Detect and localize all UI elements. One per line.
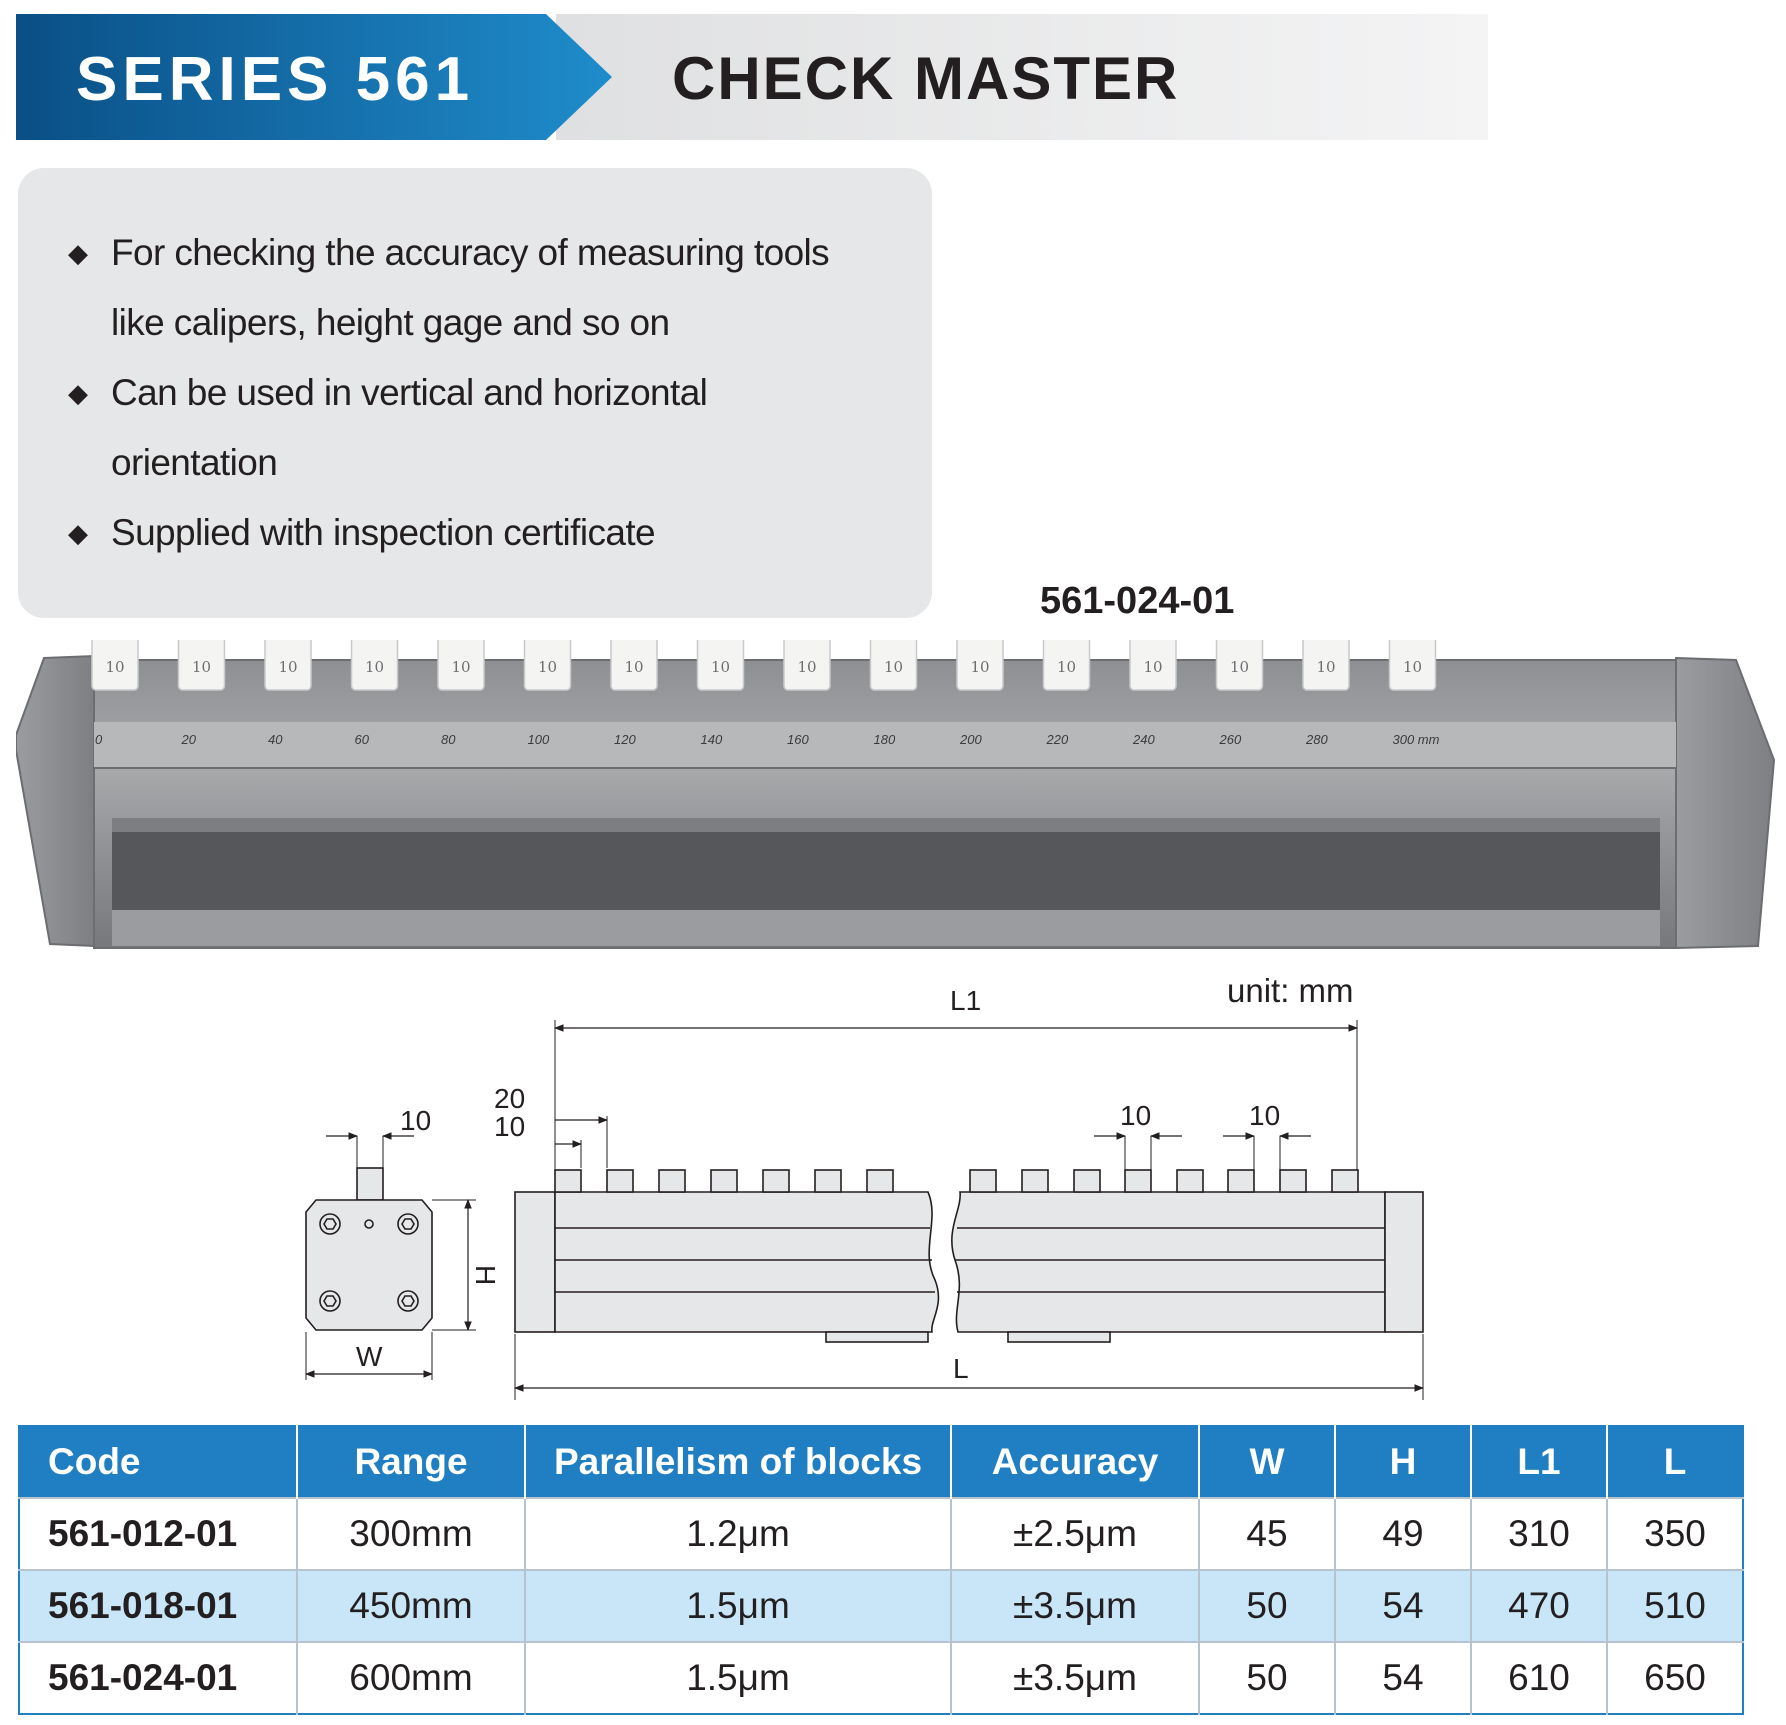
gauge-block-label: 10 — [1143, 658, 1163, 676]
scale-label: 140 — [700, 732, 723, 747]
feature-item — [68, 498, 908, 568]
gauge-block — [1130, 640, 1176, 690]
scale-label: 280 — [1306, 732, 1328, 747]
scale-label: 0 — [95, 732, 103, 747]
cell-l: 510 — [1607, 1570, 1743, 1642]
cell-code: 561-024-01 — [19, 1642, 297, 1714]
dim-offset-20-label: 20 — [494, 1083, 526, 1114]
drawing-gauge-block — [1074, 1170, 1100, 1192]
scale-label: 180 — [873, 732, 896, 747]
feature-text: Supplied with inspection certificate — [111, 512, 655, 553]
gauge-block-label: 10 — [710, 658, 731, 676]
dim-gap-b-label: 10 — [1249, 1100, 1281, 1131]
cell-w: 50 — [1199, 1570, 1335, 1642]
drawing-gauge-block — [1332, 1170, 1358, 1192]
dim-end-block-label: 10 — [400, 1105, 432, 1136]
feature-item — [68, 358, 908, 498]
side-view-left-cap — [515, 1192, 555, 1332]
diamond-bullet-icon: ◆ — [68, 378, 88, 408]
feature-item — [68, 218, 908, 358]
column-header-w: W — [1199, 1426, 1335, 1498]
column-header-accuracy: Accuracy — [951, 1426, 1199, 1498]
table-row — [19, 1570, 1743, 1642]
gauge-block-label: 10 — [191, 658, 212, 676]
dim-gap-a-label: 10 — [1120, 1100, 1152, 1131]
scale-label: 40 — [268, 732, 283, 747]
table-row — [19, 1642, 1743, 1714]
bar-slot — [112, 830, 1660, 910]
drawing-gauge-block — [607, 1170, 633, 1192]
column-header-parallelism: Parallelism of blocks — [525, 1426, 951, 1498]
drawing-gauge-block — [1125, 1170, 1151, 1192]
gauge-block-label: 10 — [1056, 658, 1077, 676]
cell-code: 561-012-01 — [19, 1498, 297, 1570]
diamond-bullet-icon: ◆ — [68, 238, 88, 268]
gauge-block-label: 10 — [1229, 658, 1250, 676]
cell-range: 300mm — [297, 1498, 525, 1570]
side-view-right-bar — [952, 1192, 1385, 1332]
feature-text: Can be used in vertical and horizontal — [111, 372, 708, 413]
feature-text: orientation — [111, 442, 278, 483]
cell-range: 450mm — [297, 1570, 525, 1642]
gauge-block — [1217, 640, 1263, 690]
gauge-block-label: 10 — [278, 658, 298, 676]
feature-text: For checking the accuracy of measuring tools — [111, 232, 830, 273]
gauge-block-label: 10 — [105, 658, 125, 676]
scale-label: 120 — [614, 732, 636, 747]
cell-code: 561-018-01 — [19, 1570, 297, 1642]
column-header-h: H — [1335, 1426, 1471, 1498]
drawing-blocks — [555, 1170, 1358, 1192]
dim-offset-10-label: 10 — [494, 1111, 526, 1142]
gauge-block-label: 10 — [797, 658, 817, 676]
dim-w-label: W — [356, 1341, 383, 1372]
cell-parallelism: 1.5μm — [525, 1570, 951, 1642]
gauge-block — [871, 640, 917, 690]
drawing-gauge-block — [763, 1170, 789, 1192]
gauge-block — [957, 640, 1003, 690]
scale-label: 300 mm — [1392, 732, 1440, 747]
gauge-block-label: 10 — [970, 658, 990, 676]
cell-h: 54 — [1335, 1570, 1471, 1642]
gauge-block-label: 10 — [1316, 658, 1336, 676]
unit-note: unit: mm — [1227, 972, 1354, 1009]
spec-table — [18, 1425, 1744, 1715]
header-banner — [16, 14, 1488, 140]
gauge-block — [698, 640, 744, 690]
column-header-code: Code — [19, 1426, 297, 1498]
cell-l1: 470 — [1471, 1570, 1607, 1642]
page-title: CHECK MASTER — [672, 45, 1180, 112]
dim-l-label: L — [953, 1353, 969, 1384]
column-header-l: L — [1607, 1426, 1743, 1498]
drawing-gauge-block — [1022, 1170, 1048, 1192]
product-photo — [16, 640, 1776, 960]
drawing-gauge-block — [867, 1170, 893, 1192]
scale-label: 160 — [787, 732, 809, 747]
scale-label: 60 — [354, 732, 369, 747]
dim-l1-label: L1 — [950, 985, 982, 1016]
photo-model-label: 561-024-01 — [1040, 580, 1235, 622]
side-view-foot — [1008, 1332, 1110, 1342]
gauge-block — [1303, 640, 1349, 690]
scale-label: 80 — [441, 732, 456, 747]
end-view-tab — [357, 1168, 383, 1200]
scale-label: 240 — [1133, 732, 1155, 747]
column-header-range: Range — [297, 1426, 525, 1498]
table-header-row — [19, 1426, 1743, 1498]
gauge-block-label: 10 — [364, 658, 385, 676]
scale-label: 260 — [1219, 732, 1242, 747]
cell-w: 50 — [1199, 1642, 1335, 1714]
feature-text: like calipers, height gage and so on — [111, 302, 670, 343]
gauge-block — [438, 640, 484, 690]
scale-label: 200 — [960, 732, 982, 747]
drawing-gauge-block — [659, 1170, 685, 1192]
bar-bottom-rail — [112, 910, 1660, 946]
gauge-block-label: 10 — [451, 658, 471, 676]
gauge-block — [525, 640, 571, 690]
cell-l: 350 — [1607, 1498, 1743, 1570]
technical-drawing — [0, 960, 1786, 1400]
drawing-gauge-block — [970, 1170, 996, 1192]
drawing-gauge-block — [815, 1170, 841, 1192]
cell-h: 49 — [1335, 1498, 1471, 1570]
cell-accuracy: ±3.5μm — [951, 1642, 1199, 1714]
cell-l1: 310 — [1471, 1498, 1607, 1570]
gauge-block-label: 10 — [537, 658, 558, 676]
gauge-block — [1390, 640, 1436, 690]
gauge-block — [1044, 640, 1090, 690]
gauge-block-label: 10 — [624, 658, 644, 676]
right-end-block — [1676, 658, 1774, 948]
left-end-block — [16, 656, 94, 946]
scale-label: 100 — [527, 732, 550, 747]
cell-l1: 610 — [1471, 1642, 1607, 1714]
side-view-right-cap — [1385, 1192, 1423, 1332]
gauge-block — [265, 640, 311, 690]
drawing-gauge-block — [1280, 1170, 1306, 1192]
scale-label: 20 — [181, 732, 196, 747]
side-view-left-bar — [555, 1192, 938, 1332]
column-header-l1: L1 — [1471, 1426, 1607, 1498]
side-view-foot — [826, 1332, 928, 1342]
feature-list — [68, 218, 908, 568]
drawing-gauge-block — [555, 1170, 581, 1192]
gauge-block — [784, 640, 830, 690]
cell-parallelism: 1.5μm — [525, 1642, 951, 1714]
cell-parallelism: 1.2μm — [525, 1498, 951, 1570]
side-view — [515, 1020, 1423, 1400]
features-panel — [18, 168, 932, 618]
gauge-block — [92, 640, 138, 690]
table-row — [19, 1498, 1743, 1570]
cell-accuracy: ±2.5μm — [951, 1498, 1199, 1570]
cell-h: 54 — [1335, 1642, 1471, 1714]
drawing-gauge-block — [1177, 1170, 1203, 1192]
cell-range: 600mm — [297, 1642, 525, 1714]
diamond-bullet-icon: ◆ — [68, 518, 88, 548]
drawing-gauge-block — [1228, 1170, 1254, 1192]
scale-label: 220 — [1046, 732, 1069, 747]
gauge-block — [611, 640, 657, 690]
gauge-block-label: 10 — [883, 658, 904, 676]
gauge-block — [352, 640, 398, 690]
gauge-block — [179, 640, 225, 690]
series-title: SERIES 561 — [76, 45, 475, 114]
dim-h-label: H — [470, 1265, 501, 1286]
drawing-gauge-block — [711, 1170, 737, 1192]
cell-accuracy: ±3.5μm — [951, 1570, 1199, 1642]
cell-l: 650 — [1607, 1642, 1743, 1714]
end-view — [306, 1136, 476, 1380]
cell-w: 45 — [1199, 1498, 1335, 1570]
bar-slot-lip — [112, 818, 1660, 832]
gauge-block-label: 10 — [1402, 658, 1423, 676]
